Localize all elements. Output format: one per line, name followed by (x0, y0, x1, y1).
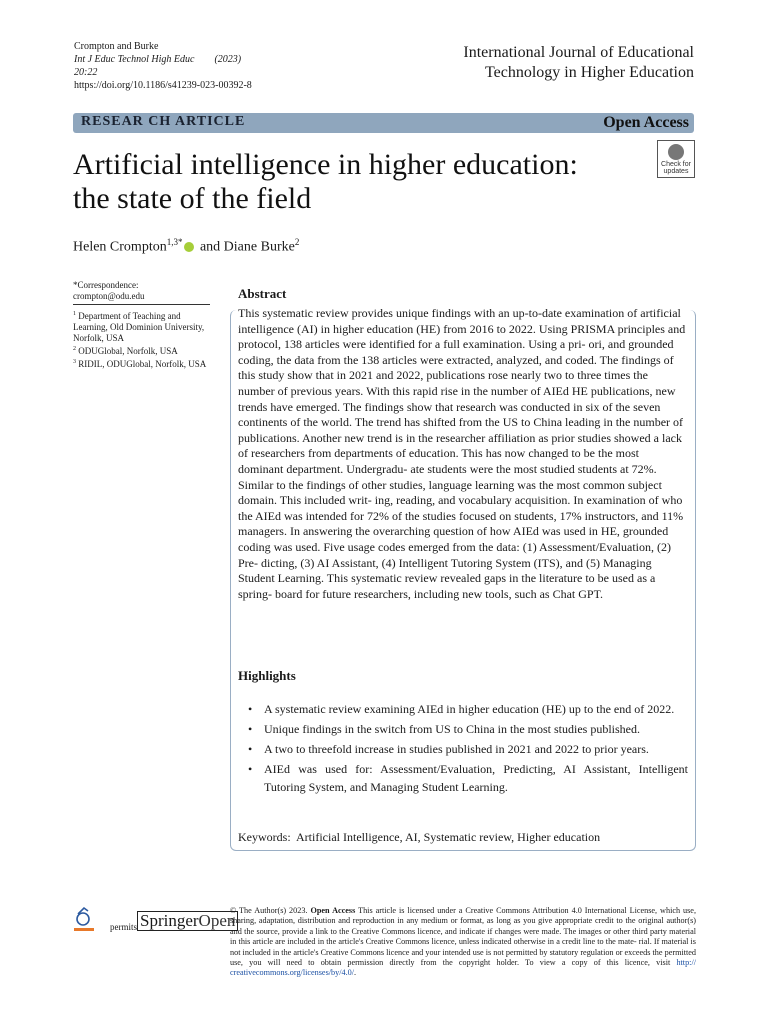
aff-num: 1 (73, 311, 76, 317)
affiliation-3 (73, 357, 210, 370)
pub-year: (2023) (214, 54, 242, 65)
highlights-heading: Highlights (238, 668, 296, 683)
abstract-heading: Abstract (238, 286, 287, 301)
license-lead: © The Author(s) 2023. (230, 906, 308, 915)
permits-word: permits (110, 922, 137, 932)
aff-text: ODUGlobal, Norfolk, USA (78, 346, 178, 356)
check-for-updates-icon (668, 144, 684, 160)
author-1-sup: 1,3* (166, 237, 183, 247)
article-title (73, 148, 633, 216)
abstract-text: This systematic review provides unique findings with an up-to-date examination of artificial intelligence (AI) in higher education (HE) from 2016 to 2022. Using PRISMA principles and protocol, 138 articles were identified for a full examination. Using a pri- ori, and grounded coding, the data from the 138 articles were extracted, analyzed, and coded. The findings of this study show that in 2021 and 2022, publications rose nearly two to three times the number of previous years. With this rapid rise in the number of AIEd HE publications, new trends have emerged. The findings show that research was conducted in six of the seven continents of the world. The trend has shifted from the US to China leading in the number of publications. Another new trend is in the researcher affiliation as prior studies showed a lack of researchers from departments of education. This has now changed to be the most dominant department. Undergradu- ate students were the most studied students at 72%. Similar to the findings of other studies, language learning was the most common subject domain. This included writ- ing, reading, and vocabulary acquisition. In examination of who the AIEd was intended for 72% of the studies focused on students, 17% instructors, and 11% managers. In answering the overarching question of how AIEd was used in HE, grounded coding was used. Five usage codes emerged from the data: (1) Assessment/Evaluation, (2) Pre- dicting, (3) AI Assistant, (4) Intelligent Tutoring System (ITS), and (5) Managing Student Learning. This systematic review revealed gaps in the literature to be used as a spring- board for future researchers, including new tools, such as Chat GPT. (238, 306, 686, 601)
keywords-text: Artificial Intelligence, AI, Systematic review, Higher education (296, 830, 601, 844)
aff-text: RIDIL, ODUGlobal, Norfolk, USA (78, 359, 207, 369)
author-1[interactable]: Helen Crompton (73, 239, 167, 255)
title-line2: the state of the field (73, 182, 312, 215)
check-for-updates-badge[interactable] (657, 140, 695, 178)
keywords-label: Keywords: (238, 830, 291, 844)
check-line2: updates (663, 168, 689, 175)
journal-name-line1: International Journal of Educational (463, 44, 694, 61)
article-type: RESEAR CH ARTICLE (81, 114, 246, 129)
doi-link[interactable]: https://doi.org/10.1186/s41239-023-00392-8 (74, 80, 252, 91)
journal-citation (74, 53, 252, 66)
volume: 20:22 (74, 67, 98, 78)
sidebar (73, 280, 210, 370)
aff-text: Department of Teaching and Learning, Old Dominion University, Norfolk, USA (73, 311, 205, 343)
journal-abbrev: Int J Educ Technol High Educ (74, 54, 195, 65)
author-2-sup: 2 (294, 237, 300, 247)
title-line1: Artificial intelligence in higher education: (73, 148, 578, 181)
author-list (73, 237, 299, 256)
springer-open-logo (137, 911, 238, 931)
affiliation-1 (73, 309, 210, 344)
keywords (238, 830, 600, 845)
corr-email[interactable]: crompton@odu.edu (73, 291, 145, 301)
open-access-lock-icon (72, 906, 96, 934)
license-text (230, 906, 696, 979)
journal-name-line2: Technology in Higher Education (484, 64, 694, 81)
correspondence (73, 280, 210, 305)
aff-num: 2 (73, 346, 76, 352)
affiliation-2 (73, 344, 210, 357)
list-item: • A two to threefold increase in studies published in 2021 and 2022 to prior years. (248, 740, 688, 758)
corr-label: *Correspondence: (73, 280, 139, 290)
list-item: • A systematic review examining AIEd in higher education (HE) up to the end of 2022. (248, 700, 688, 718)
brand-springer: Springer (140, 911, 199, 930)
license-link[interactable]: http:// creativecommons.org/licenses/by/4.0/ (230, 958, 696, 978)
citation-meta (74, 40, 252, 92)
check-line1: Check for (661, 161, 691, 168)
aff-num: 3 (73, 359, 76, 365)
article-banner (73, 113, 694, 133)
list-item: • AIEd was used for: Assessment/Evaluation, Predicting, AI Assistant, Intelligent Tutoring System, and Managing Student Learning. (248, 760, 688, 796)
orcid-icon[interactable] (184, 242, 194, 252)
author-2[interactable]: and Diane Burke (199, 239, 295, 255)
license-end: . (354, 968, 357, 978)
list-item: • Unique findings in the switch from US to China in the most studies published. (248, 720, 688, 738)
brand-open: Open (198, 911, 236, 930)
authors-short: Crompton and Burke (74, 41, 159, 52)
open-access-label: Open Access (603, 114, 689, 131)
highlights-list (248, 700, 688, 798)
journal-name (463, 43, 694, 83)
license-body: This article is licensed under a Creative Commons Attribution 4.0 International License, which use, sharing, adaptation, distribution and reproduction in any medium or format, as long as you give appropriate credit to the original author(s) and the source, provide a link to the Creative Commons licence, and indicate if changes were made. The images or other third party material in this article are included in the article's Creative Commons licence, unless indicated otherwise in a credit line to the mate- rial. If material is not included in the article's Creative Commons licence and your intended use is not permitted by statutory regulation or exceeds the permitted use, you will need to obtain permission directly from the copyright holder. To view a copy of this licence, visit (230, 906, 696, 968)
license-oa: Open Access (310, 906, 356, 915)
